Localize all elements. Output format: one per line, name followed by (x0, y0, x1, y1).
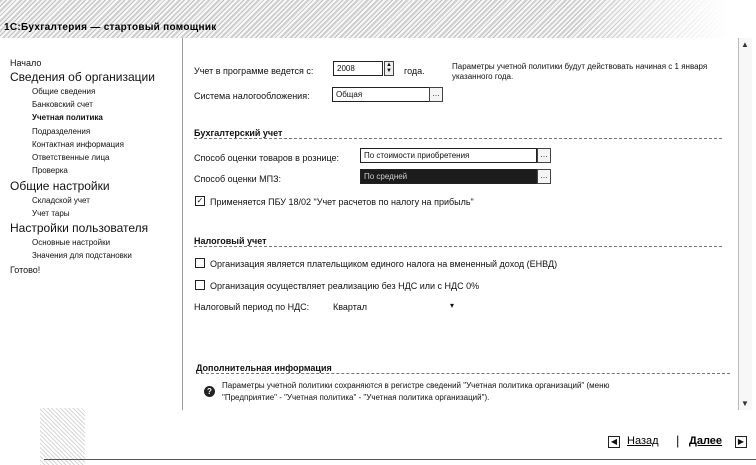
sidebar-item-tare[interactable]: Учет тары (32, 209, 70, 218)
mpz-method-label: Способ оценки МПЗ: (194, 174, 282, 184)
tax-divider (194, 246, 722, 247)
vat-period-select[interactable]: Квартал (333, 302, 368, 312)
year-input[interactable]: 2008 (333, 61, 383, 76)
footer-divider (44, 459, 756, 460)
envd-checkbox[interactable] (195, 258, 205, 268)
envd-label: Организация является плательщиком единого налога на вмененный доход (ЕНВД) (210, 259, 558, 269)
year-note: Параметры учетной политики будут действовать начиная с 1 января указанного года. (452, 62, 708, 81)
vertical-scrollbar[interactable] (738, 38, 752, 410)
sidebar-item-done[interactable]: Готово! (10, 265, 41, 275)
goods-method-field[interactable]: По стоимости приобретения (360, 148, 537, 163)
scroll-up-icon[interactable]: ▲ (741, 40, 749, 49)
mpz-method-field[interactable]: По средней (360, 169, 537, 184)
vat-period-dropdown-icon[interactable]: ▾ (450, 301, 455, 310)
title-bar (0, 0, 756, 38)
sidebar-item-start[interactable]: Начало (10, 58, 42, 68)
sidebar-item-responsible[interactable]: Ответственные лица (32, 153, 110, 162)
extra-divider (196, 373, 730, 374)
sidebar-item-substitution[interactable]: Значения для подстановки (32, 251, 132, 260)
sidebar-item-contacts[interactable]: Контактная информация (32, 140, 124, 149)
extra-heading: Дополнительная информация (196, 363, 332, 373)
sidebar-item-check[interactable]: Проверка (32, 166, 68, 175)
vat0-label: Организация осуществляет реализацию без НДС или с НДС 0% (210, 281, 480, 291)
sidebar-item-policy[interactable]: Учетная политика (32, 113, 103, 122)
accounting-heading: Бухгалтерский учет (194, 128, 283, 138)
tax-system-select-button[interactable]: … (429, 87, 443, 102)
sidebar-item-org-info[interactable]: Сведения об организации (10, 70, 155, 84)
tax-heading: Налоговый учет (194, 236, 267, 246)
back-button[interactable]: Назад (627, 435, 659, 447)
next-button[interactable]: Далее (689, 435, 723, 447)
year-spinner[interactable]: ▲ ▼ (384, 61, 394, 76)
decorative-pattern (40, 408, 85, 465)
vat-period-label: Налоговый период по НДС: (194, 302, 310, 312)
extra-text-line1: Параметры учетной политики сохраняются в регистре сведений "Учетная политика организаций" (меню (222, 381, 610, 390)
arrow-right-icon[interactable]: ▶ (735, 436, 747, 448)
info-icon: ? (204, 386, 215, 397)
pbu-checkbox[interactable]: ✓ (196, 196, 204, 205)
sidebar-item-departments[interactable]: Подразделения (32, 127, 91, 136)
sidebar-item-general[interactable]: Общие сведения (32, 87, 96, 96)
sidebar-item-common-settings[interactable]: Общие настройки (10, 179, 110, 193)
sidebar (0, 38, 182, 465)
vat0-checkbox[interactable] (195, 280, 205, 290)
sidebar-item-main-settings[interactable]: Основные настройки (32, 238, 111, 247)
pbu-label: Применяется ПБУ 18/02 "Учет расчетов по налогу на прибыль" (210, 197, 474, 207)
arrow-left-icon[interactable]: ◀ (608, 436, 620, 448)
scroll-down-icon[interactable]: ▼ (741, 399, 749, 408)
tax-system-field[interactable]: Общая (332, 87, 430, 102)
footer-separator: | (676, 433, 680, 448)
tax-system-label: Система налогообложения: (194, 91, 310, 101)
sidebar-item-bank[interactable]: Банковский счет (32, 100, 93, 109)
year-suffix: года. (404, 66, 425, 76)
sidebar-item-user-settings[interactable]: Настройки пользователя (10, 221, 149, 235)
sidebar-item-warehouse[interactable]: Складской учет (32, 196, 90, 205)
extra-text-line2: "Предприятие" - "Учетная политика" - "Учетная политика организаций"). (222, 393, 490, 402)
window-title: 1С:Бухгалтерия — стартовый помощник (4, 22, 217, 33)
mpz-method-select-button[interactable]: … (537, 169, 551, 184)
goods-method-select-button[interactable]: … (537, 148, 551, 163)
year-label: Учет в программе ведется с: (194, 66, 314, 76)
title-bar-fade (576, 0, 756, 38)
accounting-divider (194, 138, 722, 139)
goods-method-label: Способ оценки товаров в рознице: (194, 153, 340, 163)
